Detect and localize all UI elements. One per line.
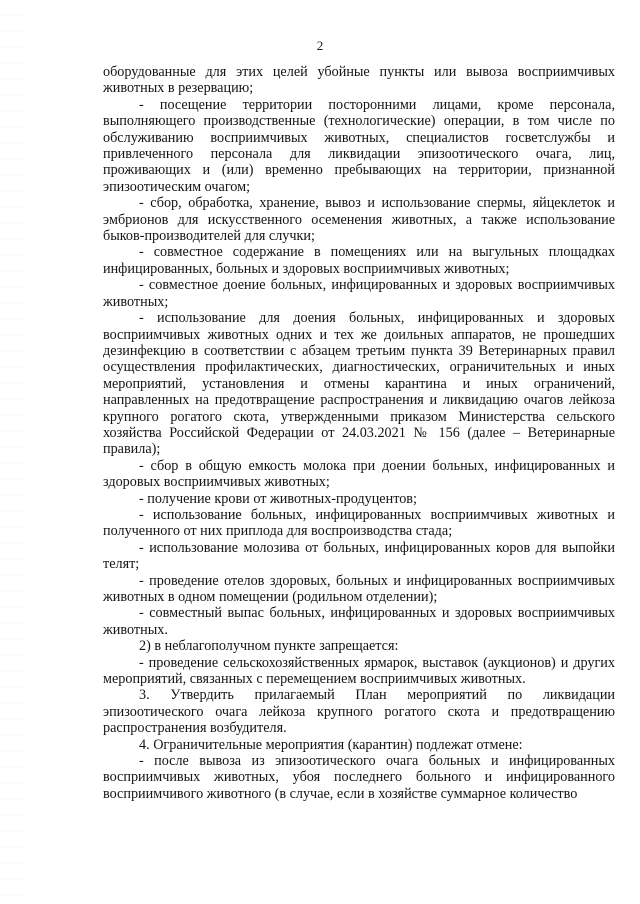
paragraph-cancel-condition: - после вывоза из эпизоотического очага больных и инфицированных восприимчивых животных, убоя последнего больного и инфицированного восприимчивого животного (в случае, если в хозяйстве суммарное количество: [103, 753, 615, 802]
paragraph-quarantine-cancel: 4. Ограничительные мероприятия (карантин) подлежат отмене:: [139, 736, 523, 753]
paragraph-continuation: оборудованные для этих целей убойные пункты или вывоза восприимчивых животных в резервацию;: [103, 64, 615, 97]
paragraph-joint-milking-ban: - совместное доение больных, инфицированных и здоровых восприимчивых животных;: [103, 277, 615, 310]
paragraph-milk-collection-ban: - сбор в общую емкость молока при доении больных, инфицированных и здоровых восприимчивых животных;: [103, 457, 615, 491]
paragraph-fairs-ban: - проведение сельскохозяйственных ярмарок, выставок (аукционов) и других мероприятий, связанных с перемещением восприимчивых животных.: [103, 654, 615, 688]
paragraph-reproduction-ban: - использование больных, инфицированных восприимчивых животных и полученного от них приплода для воспроизводства стада;: [103, 506, 615, 540]
page-number: 2: [316, 38, 324, 53]
paragraph-grazing-ban: - совместный выпас больных, инфицированных и здоровых восприимчивых животных.: [103, 605, 615, 638]
paragraph-calving-ban: - проведение отелов здоровых, больных и инфицированных восприимчивых животных в одном помещении (родильном отделении);: [103, 572, 615, 605]
paragraph-joint-housing-ban: - совместное содержание в помещениях или на выгульных площадках инфицированных, больных и здоровых восприимчивых животных;: [103, 244, 615, 277]
paragraph-settlement-heading: 2) в неблагополучном пункте запрещается:: [139, 638, 399, 655]
paragraph-semen-ban: - сбор, обработка, хранение, вывоз и использование спермы, яйцеклеток и эмбрионов для искусственного осеменения животных, а также использование быков-производителей для случки;: [103, 195, 615, 245]
paragraph-visitors-ban: - посещение территории посторонними лицами, кроме персонала, выполняющего производственные (технологические) операции, в том числе по обслуживанию восприимчивых животных, специалистов госветслужбы и привлеченного персонала для ликвидации эпизоотического очага, лиц, проживающих и (или) временно пребывающих на территории, признанной эпизоотическим очагом;: [103, 96, 615, 195]
paragraph-colostrum-ban: - использование молозива от больных, инфицированных коров для выпойки телят;: [103, 539, 615, 573]
document-body: [103, 64, 615, 802]
paragraph-plan-approval: 3. Утвердить прилагаемый План мероприятий по ликвидации эпизоотического очага лейкоза крупного рогатого скота и предотвращению распространения возбудителя.: [103, 687, 615, 737]
paragraph-milking-equipment-ban: - использование для доения больных, инфицированных и здоровых восприимчивых животных одних и тех же доильных аппаратов, не прошедших дезинфекцию в соответствии с абзацем третьим пункта 39 Ветеринарных правил осуществления профилактических, диагностических, ограничительных и иных мероприятий, установления и отмены карантина и иных ограничений, направленных на предотвращение распространения и ликвидацию очагов лейкоза крупного рогатого скота, утвержденными приказом Министерства сельского хозяйства Российской Федерации от 24.03.2021 № 156 (далее – Ветеринарные правила);: [103, 310, 615, 458]
paragraph-blood-ban: - получение крови от животных-продуцентов;: [139, 490, 417, 507]
scan-margin-noise: [0, 0, 22, 904]
